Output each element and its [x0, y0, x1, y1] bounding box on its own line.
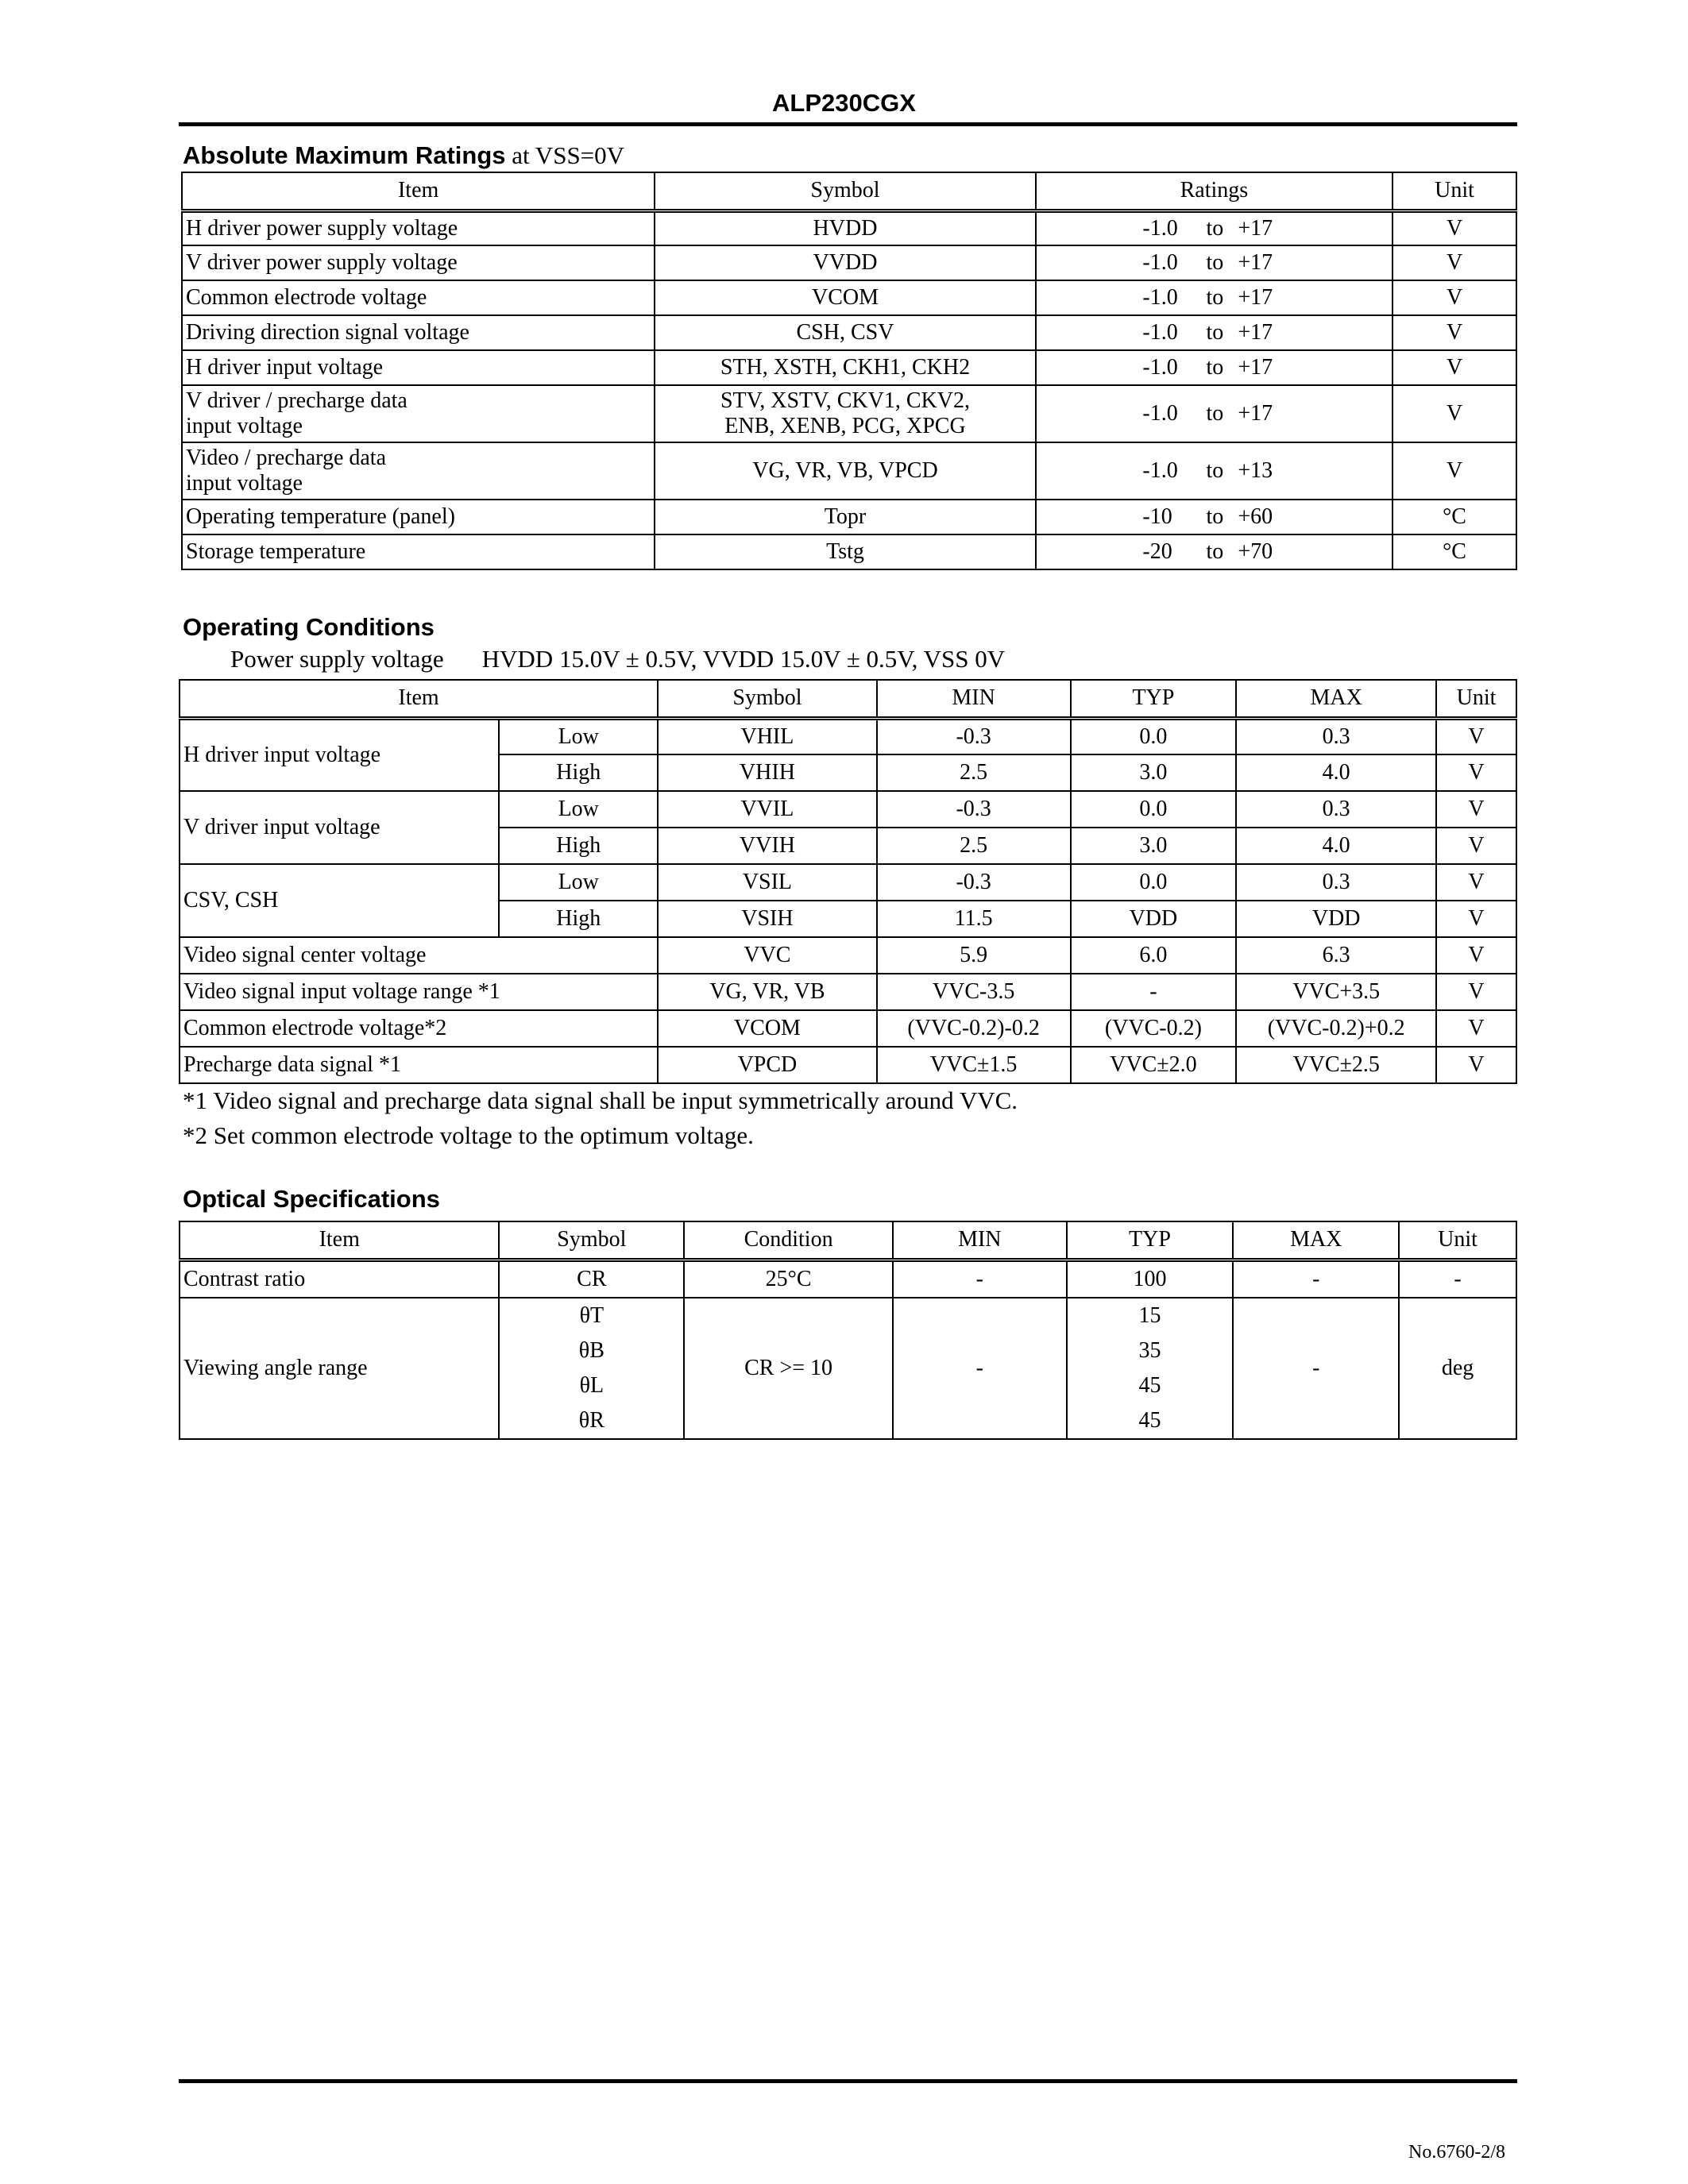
- item-line: input voltage: [186, 471, 303, 496]
- rating-min: -1.0: [1142, 355, 1178, 380]
- symbol-cell: VCOM: [655, 280, 1035, 315]
- rating-to: to: [1206, 250, 1224, 275]
- table-row: [180, 1260, 1516, 1298]
- page-number: No.6760-2/8: [1408, 2142, 1505, 2163]
- min-cell: 2.5: [877, 754, 1071, 791]
- ratings-cell: [1036, 315, 1393, 350]
- typ-cell: (VVC-0.2): [1071, 1010, 1237, 1047]
- col-header-typ: TYP: [1071, 680, 1237, 718]
- min-cell: 11.5: [877, 901, 1071, 937]
- symbol-cell: VHIL: [658, 718, 877, 754]
- max-cell: -: [1233, 1260, 1399, 1298]
- max-cell: (VVC-0.2)+0.2: [1236, 1010, 1436, 1047]
- rating-min: -1.0: [1142, 250, 1178, 275]
- col-header-ratings: Ratings: [1036, 172, 1393, 210]
- ratings-cell: [1036, 280, 1393, 315]
- col-header-max: MAX: [1236, 680, 1436, 718]
- min-cell: -0.3: [877, 791, 1071, 828]
- unit-cell: °C: [1393, 534, 1516, 569]
- col-header-unit: Unit: [1399, 1221, 1516, 1260]
- angle-symbol: θT: [579, 1303, 605, 1328]
- typ-cell: 3.0: [1071, 828, 1237, 864]
- max-cell: 0.3: [1236, 864, 1436, 901]
- typ-cell: 3.0: [1071, 754, 1237, 791]
- abs-max-subtitle: at VSS=0V: [512, 141, 625, 169]
- angle-symbol: θB: [578, 1338, 605, 1363]
- col-header-min: MIN: [877, 680, 1071, 718]
- unit-cell: V: [1393, 442, 1516, 500]
- table-row: [182, 350, 1516, 385]
- symbol-cell: VG, VR, VB: [658, 974, 877, 1010]
- symbol-cell: VCOM: [658, 1010, 877, 1047]
- symbol-cell: VG, VR, VB, VPCD: [655, 442, 1035, 500]
- rating-min: -1.0: [1142, 215, 1178, 241]
- item-cell: Driving direction signal voltage: [182, 315, 655, 350]
- optical-title: Optical Specifications: [183, 1185, 440, 1213]
- ratings-cell: [1036, 350, 1393, 385]
- table-row: [182, 245, 1516, 280]
- ratings-cell: [1036, 534, 1393, 569]
- rating-min: -1.0: [1142, 285, 1178, 310]
- rating-max: +17: [1238, 285, 1273, 310]
- footer-rule: [179, 2079, 1517, 2083]
- symbol-cell: VSIH: [658, 901, 877, 937]
- col-header-typ: TYP: [1067, 1221, 1234, 1260]
- unit-cell: V: [1393, 210, 1516, 245]
- unit-cell: V: [1393, 315, 1516, 350]
- table-row: [180, 974, 1516, 1010]
- angle-symbol: θR: [578, 1408, 605, 1433]
- table-row: [182, 500, 1516, 534]
- item-cell: [182, 385, 655, 442]
- table-row: [180, 1298, 1516, 1439]
- unit-cell: V: [1436, 937, 1516, 974]
- typ-cell: 0.0: [1071, 864, 1237, 901]
- table-row: [182, 442, 1516, 500]
- item-cell: V driver input voltage: [180, 791, 499, 864]
- item-cell: H driver input voltage: [182, 350, 655, 385]
- max-cell: 4.0: [1236, 828, 1436, 864]
- power-supply-line: [230, 645, 1043, 673]
- symbol-cell: VPCD: [658, 1047, 877, 1083]
- rating-to: to: [1206, 401, 1224, 426]
- table-header-row: [182, 172, 1516, 210]
- item-cell: Operating temperature (panel): [182, 500, 655, 534]
- table-row: [182, 280, 1516, 315]
- rating-max: +17: [1238, 250, 1273, 275]
- min-cell: 5.9: [877, 937, 1071, 974]
- rating-to: to: [1206, 355, 1224, 380]
- unit-cell: V: [1436, 791, 1516, 828]
- min-cell: 2.5: [877, 828, 1071, 864]
- abs-max-title: Absolute Maximum Ratings: [183, 141, 506, 169]
- rating-max: +17: [1238, 320, 1273, 345]
- unit-cell: V: [1393, 350, 1516, 385]
- col-header-symbol: Symbol: [499, 1221, 684, 1260]
- table-row: [180, 718, 1516, 754]
- condition-cell: 25°C: [684, 1260, 893, 1298]
- rating-max: +70: [1238, 539, 1273, 564]
- col-header-symbol: Symbol: [655, 172, 1035, 210]
- col-header-condition: Condition: [684, 1221, 893, 1260]
- symbol-cell: VVC: [658, 937, 877, 974]
- typ-cell: VDD: [1071, 901, 1237, 937]
- item-cell: H driver input voltage: [180, 718, 499, 791]
- item-cell: Contrast ratio: [180, 1260, 499, 1298]
- symbol-cell: STH, XSTH, CKH1, CKH2: [655, 350, 1035, 385]
- item-cell: Viewing angle range: [180, 1298, 499, 1439]
- rating-max: +60: [1238, 504, 1273, 529]
- symbol-cell: [499, 1298, 684, 1439]
- abs-max-table: [181, 172, 1517, 570]
- col-header-max: MAX: [1233, 1221, 1399, 1260]
- col-header-item: Item: [180, 680, 658, 718]
- item-cell: Video signal center voltage: [180, 937, 658, 974]
- op-cond-heading: [183, 613, 435, 642]
- symbol-cell: VSIL: [658, 864, 877, 901]
- table-row: [180, 937, 1516, 974]
- level-cell: High: [499, 901, 658, 937]
- rating-max: +17: [1238, 355, 1273, 380]
- unit-cell: V: [1436, 754, 1516, 791]
- table-header-row: [180, 680, 1516, 718]
- item-line: Video / precharge data: [186, 446, 387, 470]
- op-cond-title: Operating Conditions: [183, 613, 435, 641]
- col-header-item: Item: [180, 1221, 499, 1260]
- unit-cell: V: [1393, 280, 1516, 315]
- level-cell: Low: [499, 864, 658, 901]
- level-cell: High: [499, 754, 658, 791]
- table-row: [180, 1010, 1516, 1047]
- col-header-min: MIN: [893, 1221, 1067, 1260]
- angle-typ: 45: [1138, 1408, 1161, 1433]
- item-cell: CSV, CSH: [180, 864, 499, 937]
- min-cell: VVC±1.5: [877, 1047, 1071, 1083]
- rating-min: -1.0: [1142, 320, 1178, 345]
- item-cell: Storage temperature: [182, 534, 655, 569]
- unit-cell: V: [1436, 1010, 1516, 1047]
- angle-symbol: θL: [579, 1373, 605, 1398]
- min-cell: VVC-3.5: [877, 974, 1071, 1010]
- max-cell: VVC+3.5: [1236, 974, 1436, 1010]
- table-header-row: [180, 1221, 1516, 1260]
- rating-to: to: [1206, 285, 1224, 310]
- item-cell: Common electrode voltage: [182, 280, 655, 315]
- document-title: ALP230CGX: [772, 89, 916, 117]
- table-row: [180, 791, 1516, 828]
- condition-cell: CR >= 10: [684, 1298, 893, 1439]
- symbol-cell: CR: [499, 1260, 684, 1298]
- level-cell: Low: [499, 718, 658, 754]
- table-row: [180, 864, 1516, 901]
- table-row: [180, 1047, 1516, 1083]
- col-header-symbol: Symbol: [658, 680, 877, 718]
- max-cell: VVC±2.5: [1236, 1047, 1436, 1083]
- rating-min: -1.0: [1142, 401, 1178, 426]
- col-header-unit: Unit: [1393, 172, 1516, 210]
- ratings-cell: [1036, 210, 1393, 245]
- typ-cell: 100: [1067, 1260, 1234, 1298]
- col-header-unit: Unit: [1436, 680, 1516, 718]
- table-row: [182, 315, 1516, 350]
- unit-cell: °C: [1393, 500, 1516, 534]
- max-cell: VDD: [1236, 901, 1436, 937]
- symbol-line: STV, XSTV, CKV1, CKV2,: [720, 388, 970, 413]
- typ-cell: 0.0: [1071, 791, 1237, 828]
- level-cell: High: [499, 828, 658, 864]
- item-cell: V driver power supply voltage: [182, 245, 655, 280]
- rating-max: +17: [1238, 401, 1273, 426]
- power-supply-label: Power supply voltage: [230, 645, 444, 673]
- ratings-cell: [1036, 442, 1393, 500]
- rating-min: -20: [1142, 539, 1172, 564]
- rating-to: to: [1206, 458, 1224, 483]
- item-line: V driver / precharge data: [186, 388, 408, 413]
- op-cond-table: [179, 679, 1517, 1084]
- angle-typ: 35: [1138, 1338, 1161, 1363]
- min-cell: -: [893, 1298, 1067, 1439]
- symbol-cell: VVDD: [655, 245, 1035, 280]
- max-cell: -: [1233, 1298, 1399, 1439]
- symbol-cell: HVDD: [655, 210, 1035, 245]
- symbol-cell: VHIH: [658, 754, 877, 791]
- typ-cell: -: [1071, 974, 1237, 1010]
- item-cell: Common electrode voltage*2: [180, 1010, 658, 1047]
- unit-cell: V: [1436, 718, 1516, 754]
- unit-cell: V: [1436, 974, 1516, 1010]
- rating-max: +13: [1238, 458, 1273, 483]
- header-rule: [179, 122, 1517, 126]
- footnote-2: *2 Set common electrode voltage to the optimum voltage.: [183, 1121, 754, 1149]
- table-row: [182, 534, 1516, 569]
- unit-cell: deg: [1399, 1298, 1516, 1439]
- item-cell: Video signal input voltage range *1: [180, 974, 658, 1010]
- unit-cell: V: [1436, 901, 1516, 937]
- rating-min: -10: [1142, 504, 1172, 529]
- symbol-cell: VVIL: [658, 791, 877, 828]
- symbol-cell: Tstg: [655, 534, 1035, 569]
- symbol-cell: VVIH: [658, 828, 877, 864]
- ratings-cell: [1036, 245, 1393, 280]
- ratings-cell: [1036, 500, 1393, 534]
- unit-cell: V: [1393, 245, 1516, 280]
- item-line: input voltage: [186, 414, 303, 438]
- optical-heading: [183, 1185, 440, 1214]
- rating-min: -1.0: [1142, 458, 1178, 483]
- symbol-cell: CSH, CSV: [655, 315, 1035, 350]
- rating-to: to: [1206, 504, 1224, 529]
- max-cell: 0.3: [1236, 718, 1436, 754]
- power-supply-value: HVDD 15.0V ± 0.5V, VVDD 15.0V ± 0.5V, VSS 0V: [481, 645, 1006, 673]
- typ-cell: [1067, 1298, 1234, 1439]
- typ-cell: VVC±2.0: [1071, 1047, 1237, 1083]
- unit-cell: -: [1399, 1260, 1516, 1298]
- max-cell: 6.3: [1236, 937, 1436, 974]
- table-row: [182, 210, 1516, 245]
- max-cell: 0.3: [1236, 791, 1436, 828]
- optical-table: [179, 1221, 1517, 1440]
- col-header-item: Item: [182, 172, 655, 210]
- unit-cell: V: [1436, 828, 1516, 864]
- symbol-line: ENB, XENB, PCG, XPCG: [724, 414, 966, 438]
- unit-cell: V: [1393, 385, 1516, 442]
- ratings-cell: [1036, 385, 1393, 442]
- min-cell: -0.3: [877, 864, 1071, 901]
- footnote-1: *1 Video signal and precharge data signal shall be input symmetrically around VVC.: [183, 1086, 1018, 1114]
- min-cell: -0.3: [877, 718, 1071, 754]
- level-cell: Low: [499, 791, 658, 828]
- typ-cell: 0.0: [1071, 718, 1237, 754]
- rating-to: to: [1206, 320, 1224, 345]
- min-cell: -: [893, 1260, 1067, 1298]
- symbol-cell: [655, 385, 1035, 442]
- item-cell: H driver power supply voltage: [182, 210, 655, 245]
- rating-to: to: [1206, 215, 1224, 241]
- min-cell: (VVC-0.2)-0.2: [877, 1010, 1071, 1047]
- symbol-cell: Topr: [655, 500, 1035, 534]
- rating-max: +17: [1238, 215, 1273, 241]
- unit-cell: V: [1436, 864, 1516, 901]
- rating-to: to: [1206, 539, 1224, 564]
- abs-max-heading: [183, 141, 624, 170]
- unit-cell: V: [1436, 1047, 1516, 1083]
- table-row: [182, 385, 1516, 442]
- max-cell: 4.0: [1236, 754, 1436, 791]
- angle-typ: 15: [1138, 1303, 1161, 1328]
- typ-cell: 6.0: [1071, 937, 1237, 974]
- item-cell: [182, 442, 655, 500]
- item-cell: Precharge data signal *1: [180, 1047, 658, 1083]
- angle-typ: 45: [1138, 1373, 1161, 1398]
